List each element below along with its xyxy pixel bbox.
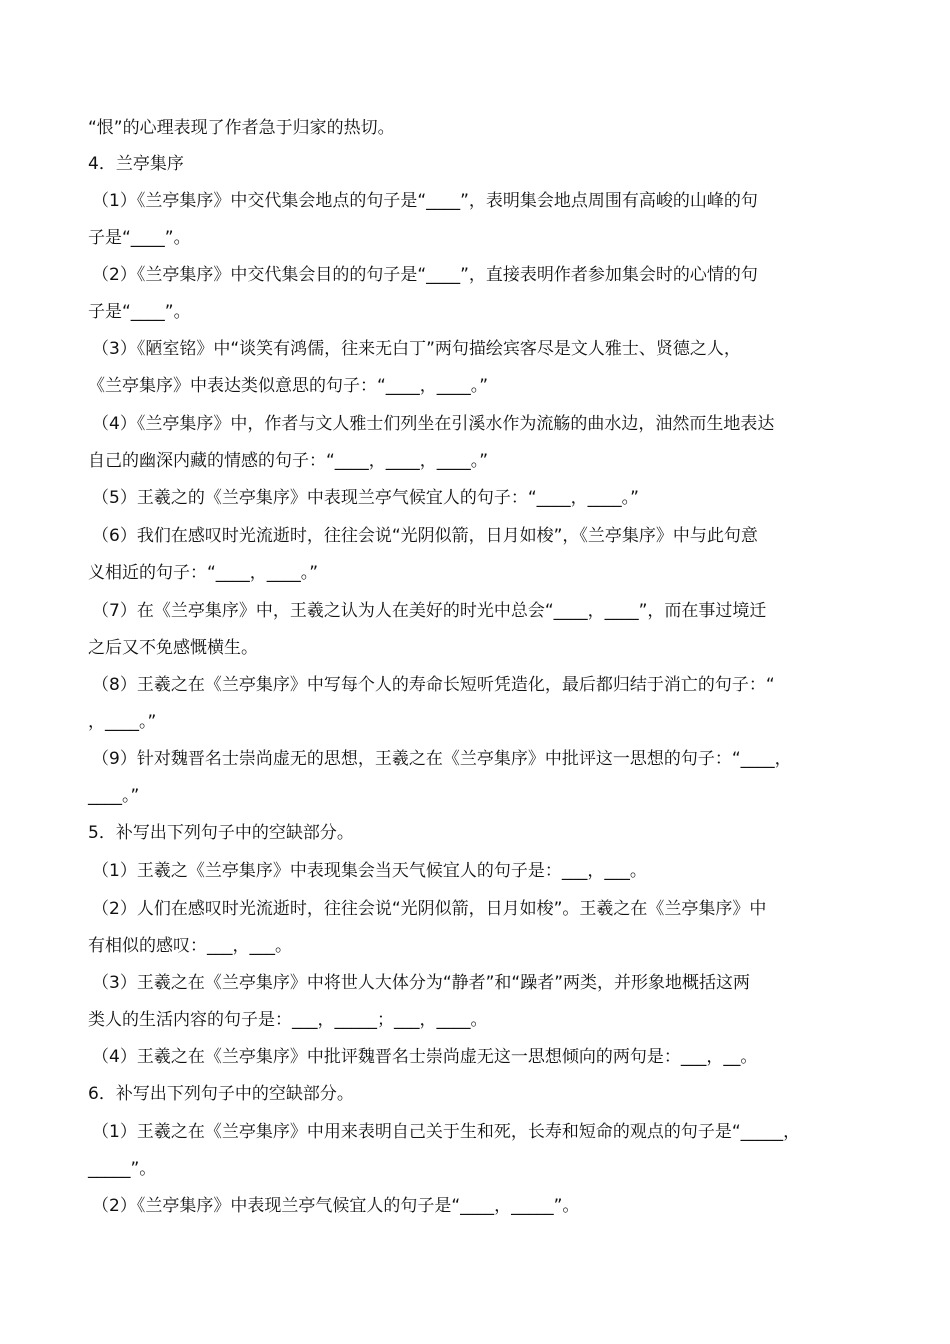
text-line: （7）在《兰亭集序》中，王羲之认为人在美好的时光中总会“____，____”，而在事过境迁 [92,601,767,621]
text-line: 子是“____”。 [88,228,191,248]
question-heading: 5．补写出下列句子中的空缺部分。 [88,823,354,843]
text-line: 义相近的句子：“____，____。” [88,563,319,583]
text-line: （4）王羲之在《兰亭集序》中批评魏晋名士崇尚虚无这一思想倾向的两句是：___，__。 [92,1047,758,1067]
text-line: “恨”的心理表现了作者急于归家的热切。 [88,118,395,138]
text-line: （1）《兰亭集序》中交代集会地点的句子是“____”，表明集会地点周围有高峻的山峰的句 [92,191,758,211]
text-line: （1）王羲之《兰亭集序》中表现集会当天气候宜人的句子是：___，___。 [92,861,647,881]
question-heading: 6．补写出下列句子中的空缺部分。 [88,1084,354,1104]
text-line: 自己的幽深内藏的情感的句子：“____，____，____。” [88,451,489,471]
text-line: （9）针对魏晋名士崇尚虚无的思想，王羲之在《兰亭集序》中批评这一思想的句子：“____， [92,749,792,769]
text-line: （8）王羲之在《兰亭集序》中写每个人的寿命长短听凭造化，最后都归结于消亡的句子：“ [92,675,775,695]
text-line: （3）《陋室铭》中“谈笑有鸿儒，往来无白丁”两句描绘宾客尽是文人雅士、贤德之人， [92,339,741,359]
text-line: （5）王羲之的《兰亭集序》中表现兰亭气候宜人的句子：“____，____。” [92,488,639,508]
question-heading: 4．兰亭集序 [88,154,184,174]
text-line: （4）《兰亭集序》中，作者与文人雅士们列坐在引溪水作为流觞的曲水边，油然而生地表达 [92,414,775,434]
text-line: （2）《兰亭集序》中交代集会目的的句子是“____”，直接表明作者参加集会时的心情的句 [92,265,758,285]
text-line: _____”。 [88,1159,157,1179]
text-line: 之后又不免感慨横生。 [88,638,258,658]
text-line: （2）人们在感叹时光流逝时，往往会说“光阴似箭，日月如梭”。王羲之在《兰亭集序》中 [92,899,767,919]
text-line: 子是“____”。 [88,302,191,322]
text-line: ，____。” [88,712,157,732]
text-line: 有相似的感叹：___，___。 [88,936,292,956]
text-line: （2）《兰亭集序》中表现兰亭气候宜人的句子是“____，_____”。 [92,1196,580,1216]
text-line: （1）王羲之在《兰亭集序》中用来表明自己关于生和死，长寿和短命的观点的句子是“_____， [92,1122,801,1142]
text-line: 类人的生活内容的句子是：___，_____；___，____。 [88,1010,488,1030]
text-line: （3）王羲之在《兰亭集序》中将世人大体分为“静者”和“躁者”两类，并形象地概括这两 [92,973,751,993]
text-line: ____。” [88,786,140,806]
text-line: 《兰亭集序》中表达类似意思的句子：“____，____。” [88,376,489,396]
text-line: （6）我们在感叹时光流逝时，往往会说“光阴似箭，日月如梭”，《兰亭集序》中与此句意 [92,526,758,546]
